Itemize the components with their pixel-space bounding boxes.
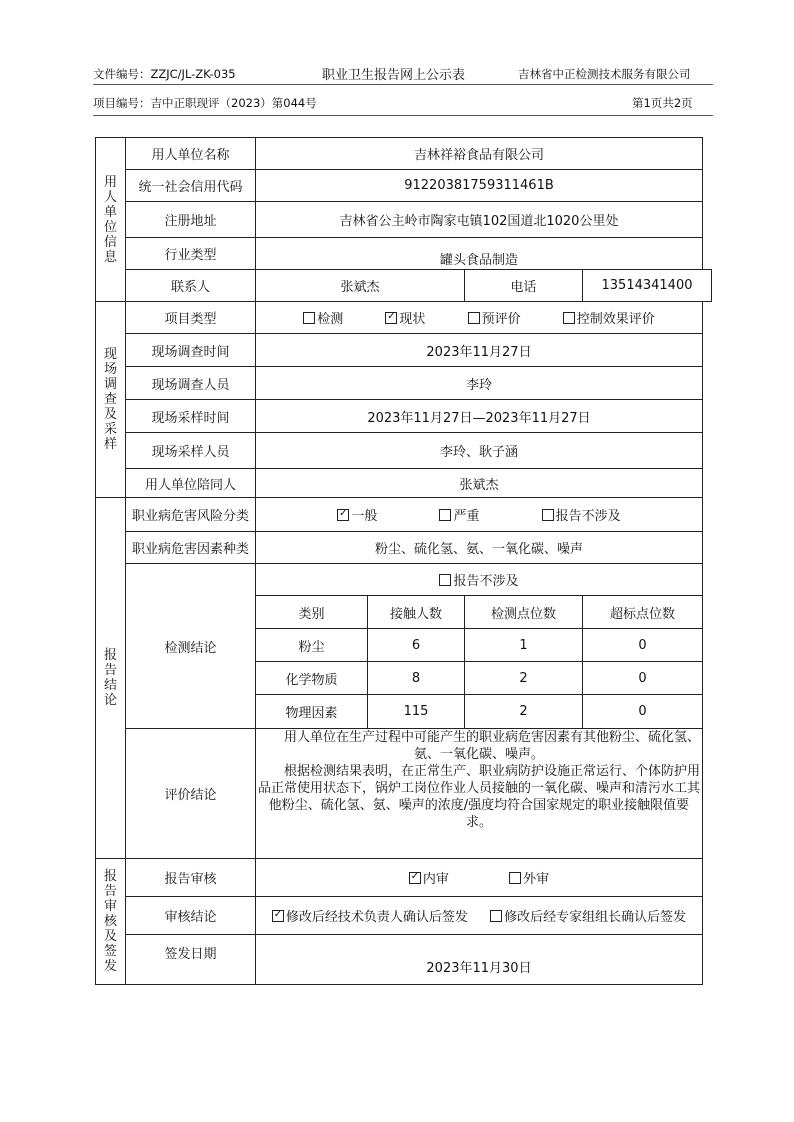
address-label: 注册地址 <box>126 202 256 238</box>
page-number: 第1页共2页 <box>632 96 693 110</box>
checkbox[interactable] <box>468 312 480 324</box>
checkbox[interactable] <box>509 872 521 884</box>
project-number: 项目编号：吉中正职现评（2023）第044号 <box>93 96 317 110</box>
detection-cell: 0 <box>583 695 703 729</box>
escort-value: 张斌杰 <box>256 469 703 498</box>
document-title: 职业卫生报告网上公示表 <box>322 68 466 83</box>
detection-header-exceed: 超标点位数 <box>583 596 703 629</box>
checkbox[interactable] <box>542 509 554 521</box>
detection-label: 检测结论 <box>126 564 256 729</box>
detection-cell: 粉尘 <box>256 629 368 662</box>
section-title-conclusion: 报 告 结 论 <box>96 498 126 859</box>
project-type-option[interactable]: 控制效果评价 <box>563 308 655 327</box>
credit-code-label: 统一社会信用代码 <box>126 170 256 202</box>
detection-cell: 0 <box>583 662 703 695</box>
detection-cell: 0 <box>583 629 703 662</box>
review-label: 报告审核 <box>126 859 256 897</box>
review-option[interactable]: ✓ 内审 <box>409 868 449 887</box>
detection-cell: 1 <box>465 629 583 662</box>
sampling-time-label: 现场采样时间 <box>126 400 256 433</box>
phone-value: 13514341400 <box>583 270 712 302</box>
survey-staff-value: 李玲 <box>256 367 703 400</box>
evaluation-text <box>256 729 703 859</box>
project-type-label: 项目类型 <box>126 302 256 334</box>
detection-cell: 化学物质 <box>256 662 368 695</box>
section-title-employer: 用 人 单 位 信 息 <box>96 138 126 302</box>
phone-label: 电话 <box>465 270 583 302</box>
checkbox-checked[interactable] <box>272 910 284 922</box>
evaluation-paragraph-2: 根据检测结果表明，在正常生产、职业病防护设施正常运行、个体防护用品正常使用状态下，锅炉工岗位作业人员接触的一氧化碳、噪声和清污水工其他粉尘、硫化氢、氨、噪声的浓度/强度均符合国家规定的职业接触限值要求。 <box>257 764 700 830</box>
sampling-staff-value: 李玲、耿子涵 <box>256 433 703 469</box>
detection-cell: 6 <box>368 629 465 662</box>
detection-not-involved[interactable]: 报告不涉及 <box>256 564 703 596</box>
hazard-factor-value: 粉尘、硫化氢、氨、一氧化碳、噪声 <box>256 532 703 564</box>
checkbox-checked[interactable] <box>337 509 349 521</box>
review-result-option[interactable]: ✓ 修改后经技术负责人确认后签发 <box>272 906 468 925</box>
detection-header-exposed: 接触人数 <box>368 596 465 629</box>
project-type-options <box>256 302 703 334</box>
checkbox[interactable] <box>490 910 502 922</box>
issue-date-value: 2023年11月30日 <box>256 935 703 985</box>
file-number: 文件编号：ZZJC/JL-ZK-035 <box>93 67 236 81</box>
review-result-options <box>256 897 703 935</box>
risk-option[interactable]: ✓ 一般 <box>337 505 377 524</box>
issue-date-label: 签发日期 <box>126 935 256 985</box>
employer-name-value: 吉林祥裕食品有限公司 <box>256 138 703 170</box>
section-title-review: 报 告 审 核 及 签 发 <box>96 859 126 985</box>
address-value: 吉林省公主岭市陶家屯镇102国道北1020公里处 <box>256 202 703 238</box>
project-type-option[interactable]: 检测 <box>303 308 343 327</box>
risk-class-options <box>256 498 703 532</box>
review-options <box>256 859 703 897</box>
escort-label: 用人单位陪同人 <box>126 469 256 498</box>
checkbox[interactable] <box>439 574 451 586</box>
detection-cell: 115 <box>368 695 465 729</box>
detection-cell: 8 <box>368 662 465 695</box>
detection-header-category: 类别 <box>256 596 368 629</box>
checkbox[interactable] <box>303 312 315 324</box>
detection-cell: 2 <box>465 662 583 695</box>
disclosure-table <box>95 137 712 985</box>
risk-class-label: 职业病危害风险分类 <box>126 498 256 532</box>
evaluation-label: 评价结论 <box>126 729 256 859</box>
checkbox[interactable] <box>563 312 575 324</box>
sampling-time-value: 2023年11月27日—2023年11月27日 <box>256 400 703 433</box>
review-result-option[interactable]: 修改后经专家组组长确认后签发 <box>490 906 686 925</box>
employer-name-label: 用人单位名称 <box>126 138 256 170</box>
risk-option[interactable]: 报告不涉及 <box>542 505 621 524</box>
detection-cell: 物理因素 <box>256 695 368 729</box>
contact-value: 张斌杰 <box>256 270 465 302</box>
survey-time-label: 现场调查时间 <box>126 334 256 367</box>
survey-staff-label: 现场调查人员 <box>126 367 256 400</box>
checkbox-checked[interactable] <box>385 312 397 324</box>
checkbox-checked[interactable] <box>409 872 421 884</box>
industry-value: 罐头食品制造 <box>256 238 703 270</box>
subheader-rule <box>93 115 713 116</box>
sampling-staff-label: 现场采样人员 <box>126 433 256 469</box>
header-rule <box>93 84 713 85</box>
industry-label: 行业类型 <box>126 238 256 270</box>
evaluation-paragraph-1: 用人单位在生产过程中可能产生的职业病危害因素有其他粉尘、硫化氢、氨、一氧化碳、噪声。 <box>283 730 700 762</box>
company-name: 吉林省中正检测技术服务有限公司 <box>518 67 691 81</box>
checkbox[interactable] <box>439 509 451 521</box>
project-type-option[interactable]: 预评价 <box>468 308 521 327</box>
credit-code-value: 91220381759311461B <box>256 170 703 202</box>
contact-label: 联系人 <box>126 270 256 302</box>
risk-option[interactable]: 严重 <box>439 505 479 524</box>
review-result-label: 审核结论 <box>126 897 256 935</box>
review-option[interactable]: 外审 <box>509 868 549 887</box>
hazard-factor-label: 职业病危害因素种类 <box>126 532 256 564</box>
detection-cell: 2 <box>465 695 583 729</box>
detection-header-points: 检测点位数 <box>465 596 583 629</box>
project-type-option[interactable]: ✓ 现状 <box>385 308 425 327</box>
section-title-survey: 现 场 调 查 及 采 样 <box>96 302 126 498</box>
survey-time-value: 2023年11月27日 <box>256 334 703 367</box>
